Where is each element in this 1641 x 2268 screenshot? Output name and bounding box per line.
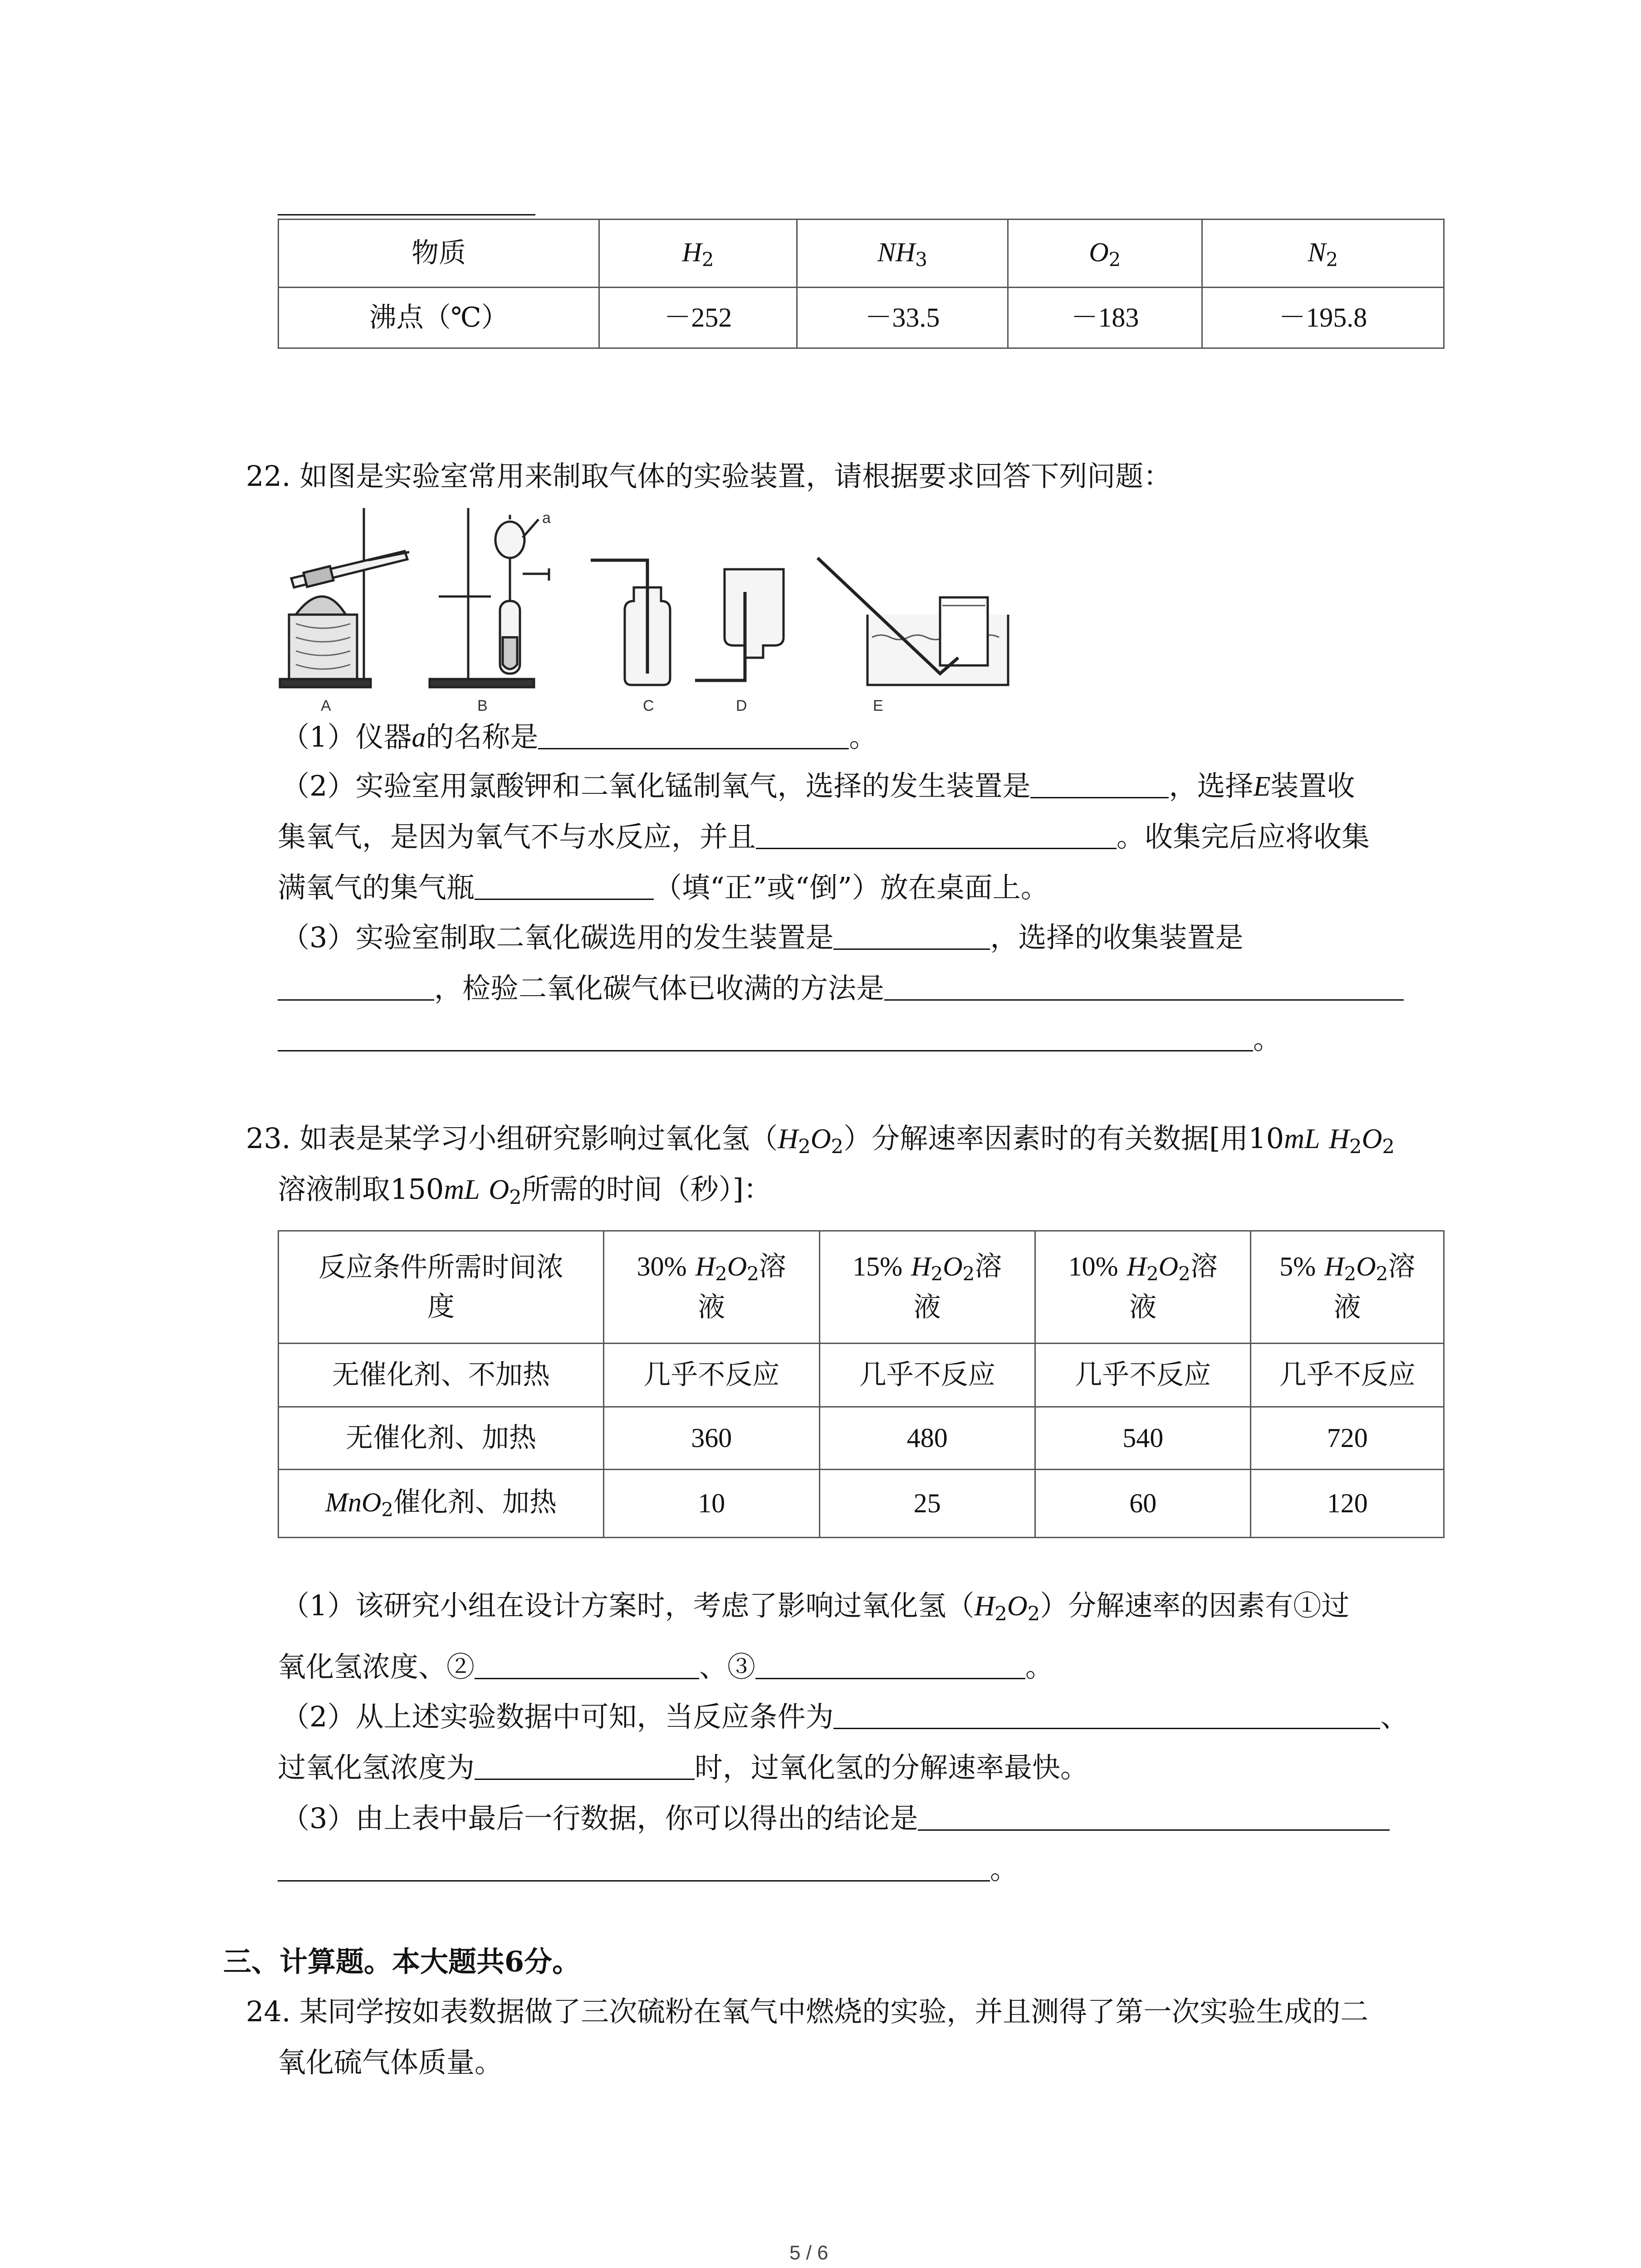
label-a: a bbox=[542, 509, 551, 527]
table1-header-o2: $O_2$ bbox=[1008, 220, 1202, 288]
q23-cell: 360 bbox=[604, 1407, 819, 1470]
q22-sub2-line1: （2）实验室用氯酸钾和二氧化锰制氧气，选择的发生装置是 ，选择E装置收 bbox=[281, 769, 1355, 802]
page-number: 5 / 6 bbox=[789, 2242, 828, 2264]
answer-blank[interactable] bbox=[918, 1804, 1390, 1831]
q23-row1-label: 无催化剂、不加热 bbox=[279, 1344, 604, 1407]
q23-cell: 480 bbox=[819, 1407, 1035, 1470]
q22-sub2-line2: 集氧气，是因为氧气不与水反应，并且 。收集完后应将收集 bbox=[278, 820, 1370, 853]
section3-title: 三、计算题。本大题共6分。 bbox=[223, 1945, 581, 1978]
q22-sub2-line3: 满氧气的集气瓶 （填“正”或“倒”）放在桌面上。 bbox=[278, 871, 1049, 904]
label-apparatus-a: A bbox=[321, 697, 331, 714]
q24-line1: 24. 某同学按如表数据做了三次硫粉在氧气中燃烧的实验，并且测得了第一次实验生成的二 bbox=[246, 1995, 1369, 2028]
label-apparatus-e: E bbox=[873, 697, 883, 714]
answer-blank[interactable] bbox=[538, 722, 849, 749]
label-apparatus-b: B bbox=[477, 697, 488, 714]
apparatus-e-water-trough bbox=[818, 558, 1008, 685]
answer-blank[interactable] bbox=[278, 973, 434, 1001]
apparatus-b-funnel-setup bbox=[430, 508, 550, 687]
boiling-point-table bbox=[278, 219, 1445, 349]
table1-header-nh3: $NH_3$ bbox=[797, 220, 1008, 288]
table1-cell: －33.5 bbox=[797, 288, 1008, 348]
q22-sub3-line1: （3）实验室制取二氧化碳选用的发生装置是 ，选择的收集装置是 bbox=[281, 921, 1244, 954]
q23-cell: 60 bbox=[1035, 1470, 1250, 1538]
table1-header-n2: $N_2$ bbox=[1202, 220, 1444, 288]
q23-table-col-30: 30% $H_2O_2$溶 液 bbox=[604, 1231, 819, 1344]
apparatus-c-collection-bottle bbox=[591, 560, 670, 685]
answer-blank[interactable] bbox=[278, 1854, 990, 1882]
q22-sub3-line2: ，检验二氧化碳气体已收满的方法是 bbox=[278, 970, 1404, 1007]
q23-sub2-line2: 过氧化氢浓度为 时，过氧化氢的分解速率最快。 bbox=[278, 1751, 1089, 1784]
answer-blank[interactable] bbox=[833, 923, 990, 950]
q23-sub1-line1: （1）该研究小组在设计方案时，考虑了影响过氧化氢$(H_2O_2)$分解速率的因素有①过 bbox=[281, 1589, 1350, 1625]
q22-sub3-line3: 。 bbox=[278, 1021, 1281, 1058]
q23-table-col-5: 5% $H_2O_2$溶 液 bbox=[1251, 1231, 1444, 1344]
q23-cell: 540 bbox=[1035, 1407, 1250, 1470]
q23-table-col-10: 10% $H_2O_2$溶 液 bbox=[1035, 1231, 1250, 1344]
answer-blank[interactable] bbox=[1030, 771, 1169, 798]
table1-header-substance: 物质 bbox=[279, 220, 599, 288]
q23-row2-label: 无催化剂、加热 bbox=[279, 1407, 604, 1470]
q23-sub2-line1: （2）从上述实验数据中可知，当反应条件为 、 bbox=[281, 1700, 1409, 1733]
q23-sub3-line2: 。 bbox=[278, 1851, 1018, 1888]
answer-blank[interactable] bbox=[833, 1702, 1380, 1729]
q23-table-col-15: 15% $H_2O_2$溶 液 bbox=[819, 1231, 1035, 1344]
q24-line2: 氧化硫气体质量。 bbox=[278, 2046, 503, 2079]
q23-sub1-line2: 氧化氢浓度、② 、③ 。 bbox=[278, 1650, 1054, 1683]
q23-cell: 720 bbox=[1251, 1407, 1444, 1470]
q23-stem-line2: 溶液制取150mL $O_2$所需的时间（秒）]： bbox=[278, 1173, 772, 1209]
answer-blank[interactable] bbox=[278, 1024, 1253, 1051]
label-apparatus-c: C bbox=[643, 697, 654, 714]
top-rule bbox=[278, 214, 535, 215]
q23-cell: 10 bbox=[604, 1470, 819, 1538]
q22-sub1: （1）仪器a的名称是 。 bbox=[281, 720, 877, 753]
q23-cell: 120 bbox=[1251, 1470, 1444, 1538]
answer-blank[interactable] bbox=[755, 1652, 1025, 1679]
table1-row-label: 沸点（℃） bbox=[279, 288, 599, 348]
q23-cell: 几乎不反应 bbox=[1035, 1344, 1250, 1407]
answer-blank[interactable] bbox=[475, 1652, 699, 1679]
apparatus-a-heating-setup bbox=[280, 508, 409, 687]
table1-cell: －183 bbox=[1008, 288, 1202, 348]
q23-cell: 25 bbox=[819, 1470, 1035, 1538]
table1-header-h2: $H_2$ bbox=[599, 220, 797, 288]
q23-sub3-line1: （3）由上表中最后一行数据，你可以得出的结论是 bbox=[281, 1800, 1390, 1837]
answer-blank[interactable] bbox=[475, 873, 654, 900]
q23-row3-label: MnO$_2$催化剂、加热 bbox=[279, 1470, 604, 1538]
q22-stem: 22. 如图是实验室常用来制取气体的实验装置，请根据要求回答下列问题： bbox=[246, 459, 1172, 493]
answer-blank[interactable] bbox=[884, 973, 1404, 1001]
answer-blank[interactable] bbox=[756, 822, 1117, 849]
q23-cell: 几乎不反应 bbox=[819, 1344, 1035, 1407]
q23-table-corner: 反应条件所需时间浓 度 bbox=[279, 1231, 604, 1344]
answer-blank[interactable] bbox=[475, 1753, 695, 1780]
label-apparatus-d: D bbox=[736, 697, 747, 714]
lab-apparatus-figure bbox=[278, 501, 1013, 714]
decomposition-rate-table bbox=[278, 1230, 1445, 1538]
q23-cell: 几乎不反应 bbox=[604, 1344, 819, 1407]
apparatus-d-inverted-bottle bbox=[695, 569, 784, 680]
q23-cell: 几乎不反应 bbox=[1251, 1344, 1444, 1407]
table1-cell: －252 bbox=[599, 288, 797, 348]
q23-stem-line1: 23. 如表是某学习小组研究影响过氧化氢$(H_2O_2)$分解速率因素时的有关数据[用10mL $H_2O_2$ bbox=[246, 1122, 1395, 1158]
table1-cell: －195.8 bbox=[1202, 288, 1444, 348]
